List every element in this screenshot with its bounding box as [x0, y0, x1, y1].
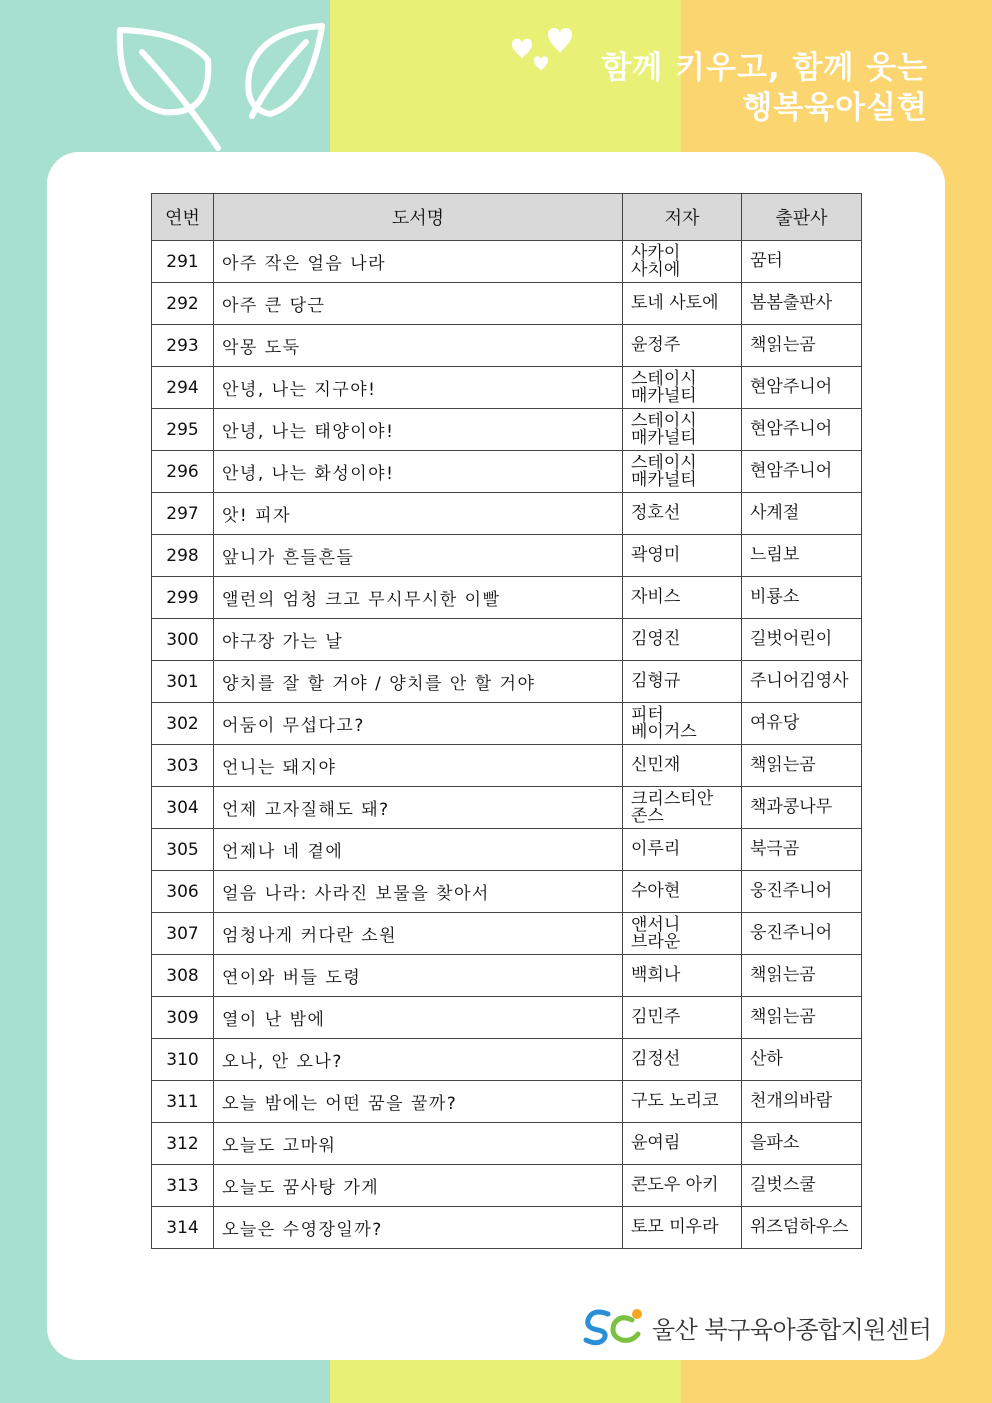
table-row [152, 619, 862, 661]
cell-author: 스테이시 매카널티 [623, 409, 742, 451]
cell-publisher: 주니어김영사 [742, 661, 862, 703]
cell-author: 이루리 [623, 829, 742, 871]
cell-author: 스테이시 매카널티 [623, 367, 742, 409]
cell-num: 306 [152, 871, 214, 913]
cell-num: 314 [152, 1207, 214, 1249]
cell-publisher: 현암주니어 [742, 451, 862, 493]
table-row [152, 955, 862, 997]
cell-title: 오늘도 고마워 [214, 1123, 623, 1165]
cell-title: 야구장 가는 날 [214, 619, 623, 661]
table-row [152, 577, 862, 619]
cell-num: 311 [152, 1081, 214, 1123]
cell-num: 301 [152, 661, 214, 703]
cell-title: 아주 작은 얼음 나라 [214, 241, 623, 283]
table-row [152, 493, 862, 535]
cell-num: 313 [152, 1165, 214, 1207]
table-row [152, 1123, 862, 1165]
cell-publisher: 책읽는곰 [742, 997, 862, 1039]
header-author: 저자 [623, 194, 742, 241]
cell-author: 윤여림 [623, 1123, 742, 1165]
cell-author: 콘도우 아키 [623, 1165, 742, 1207]
cell-title: 앗! 피자 [214, 493, 623, 535]
table-row [152, 913, 862, 955]
cell-publisher: 여유당 [742, 703, 862, 745]
cell-num: 298 [152, 535, 214, 577]
cell-title: 악몽 도둑 [214, 325, 623, 367]
table-row [152, 997, 862, 1039]
cell-title: 안녕, 나는 화성이야! [214, 451, 623, 493]
cell-num: 309 [152, 997, 214, 1039]
cell-num: 303 [152, 745, 214, 787]
cell-author: 수아현 [623, 871, 742, 913]
cell-num: 302 [152, 703, 214, 745]
header-publisher: 출판사 [742, 194, 862, 241]
cell-publisher: 느림보 [742, 535, 862, 577]
cell-num: 292 [152, 283, 214, 325]
cell-num: 304 [152, 787, 214, 829]
cell-author: 크리스티안 존스 [623, 787, 742, 829]
cell-publisher: 웅진주니어 [742, 871, 862, 913]
org-name: 울산 북구육아종합지원센터 [652, 1316, 932, 1344]
cell-author: 윤정주 [623, 325, 742, 367]
cell-title: 앨런의 엄청 크고 무시무시한 이빨 [214, 577, 623, 619]
cell-num: 293 [152, 325, 214, 367]
cell-num: 300 [152, 619, 214, 661]
cell-publisher: 현암주니어 [742, 409, 862, 451]
cell-num: 294 [152, 367, 214, 409]
cell-num: 299 [152, 577, 214, 619]
slogan-line-1: 함께 키우고, 함께 웃는 [601, 50, 928, 86]
table-row [152, 829, 862, 871]
cell-publisher: 천개의바람 [742, 1081, 862, 1123]
cell-author: 피터 베이거스 [623, 703, 742, 745]
cell-author: 정호선 [623, 493, 742, 535]
cell-author: 사카이 사치에 [623, 241, 742, 283]
cell-publisher: 책과콩나무 [742, 787, 862, 829]
cell-author: 김정선 [623, 1039, 742, 1081]
center-logo-icon [582, 1306, 646, 1346]
cell-title: 안녕, 나는 태양이야! [214, 409, 623, 451]
table-row [152, 241, 862, 283]
table-row [152, 745, 862, 787]
cell-num: 295 [152, 409, 214, 451]
cell-num: 312 [152, 1123, 214, 1165]
cell-num: 297 [152, 493, 214, 535]
cell-num: 291 [152, 241, 214, 283]
cell-publisher: 꿈터 [742, 241, 862, 283]
cell-author: 구도 노리코 [623, 1081, 742, 1123]
cell-publisher: 책읽는곰 [742, 955, 862, 997]
hearts-icon [508, 26, 578, 76]
cell-title: 오늘은 수영장일까? [214, 1207, 623, 1249]
cell-author: 자비스 [623, 577, 742, 619]
cell-author: 토네 사토에 [623, 283, 742, 325]
slogan [601, 48, 928, 128]
book-list-table [151, 193, 862, 1249]
cell-title: 오늘도 꿈사탕 가게 [214, 1165, 623, 1207]
cell-title: 얼음 나라: 사라진 보물을 찾아서 [214, 871, 623, 913]
cell-title: 열이 난 밤에 [214, 997, 623, 1039]
cell-author: 스테이시 매카널티 [623, 451, 742, 493]
cell-publisher: 현암주니어 [742, 367, 862, 409]
table-header-row [152, 194, 862, 241]
cell-title: 양치를 잘 할 거야 / 양치를 안 할 거야 [214, 661, 623, 703]
cell-author: 김민주 [623, 997, 742, 1039]
cell-title: 언제 고자질해도 돼? [214, 787, 623, 829]
cell-title: 아주 큰 당근 [214, 283, 623, 325]
cell-title: 오나, 안 오나? [214, 1039, 623, 1081]
cell-title: 어둠이 무섭다고? [214, 703, 623, 745]
cell-title: 엄청나게 커다란 소원 [214, 913, 623, 955]
table-row [152, 661, 862, 703]
cell-author: 토모 미우라 [623, 1207, 742, 1249]
header-title: 도서명 [214, 194, 623, 241]
table-row [152, 787, 862, 829]
cell-author: 신민재 [623, 745, 742, 787]
slogan-line-2: 행복육아실현 [742, 90, 928, 126]
table-row [152, 535, 862, 577]
table-row [152, 451, 862, 493]
cell-title: 언제나 네 곁에 [214, 829, 623, 871]
cell-author: 앤서니 브라운 [623, 913, 742, 955]
cell-num: 296 [152, 451, 214, 493]
table-row [152, 283, 862, 325]
cell-publisher: 사계절 [742, 493, 862, 535]
table-row [152, 703, 862, 745]
cell-num: 308 [152, 955, 214, 997]
header-num: 연번 [152, 194, 214, 241]
cell-author: 곽영미 [623, 535, 742, 577]
cell-title: 안녕, 나는 지구야! [214, 367, 623, 409]
cell-publisher: 책읽는곰 [742, 745, 862, 787]
cell-title: 앞니가 흔들흔들 [214, 535, 623, 577]
table-row [152, 1207, 862, 1249]
cell-title: 언니는 돼지야 [214, 745, 623, 787]
cell-author: 김형규 [623, 661, 742, 703]
cell-publisher: 북극곰 [742, 829, 862, 871]
table-row [152, 1165, 862, 1207]
table-row [152, 1081, 862, 1123]
cell-publisher: 봄봄출판사 [742, 283, 862, 325]
cell-num: 307 [152, 913, 214, 955]
cell-publisher: 책읽는곰 [742, 325, 862, 367]
table-row [152, 871, 862, 913]
cell-num: 305 [152, 829, 214, 871]
cell-author: 백희나 [623, 955, 742, 997]
table-row [152, 1039, 862, 1081]
leaf-icon [112, 20, 332, 155]
cell-title: 연이와 버들 도령 [214, 955, 623, 997]
cell-publisher: 을파소 [742, 1123, 862, 1165]
table-row [152, 367, 862, 409]
cell-publisher: 위즈덤하우스 [742, 1207, 862, 1249]
cell-publisher: 산하 [742, 1039, 862, 1081]
cell-publisher: 길벗스쿨 [742, 1165, 862, 1207]
cell-num: 310 [152, 1039, 214, 1081]
table-row [152, 325, 862, 367]
cell-title: 오늘 밤에는 어떤 꿈을 꿀까? [214, 1081, 623, 1123]
table-row [152, 409, 862, 451]
cell-publisher: 웅진주니어 [742, 913, 862, 955]
cell-author: 김영진 [623, 619, 742, 661]
cell-publisher: 길벗어린이 [742, 619, 862, 661]
cell-publisher: 비룡소 [742, 577, 862, 619]
